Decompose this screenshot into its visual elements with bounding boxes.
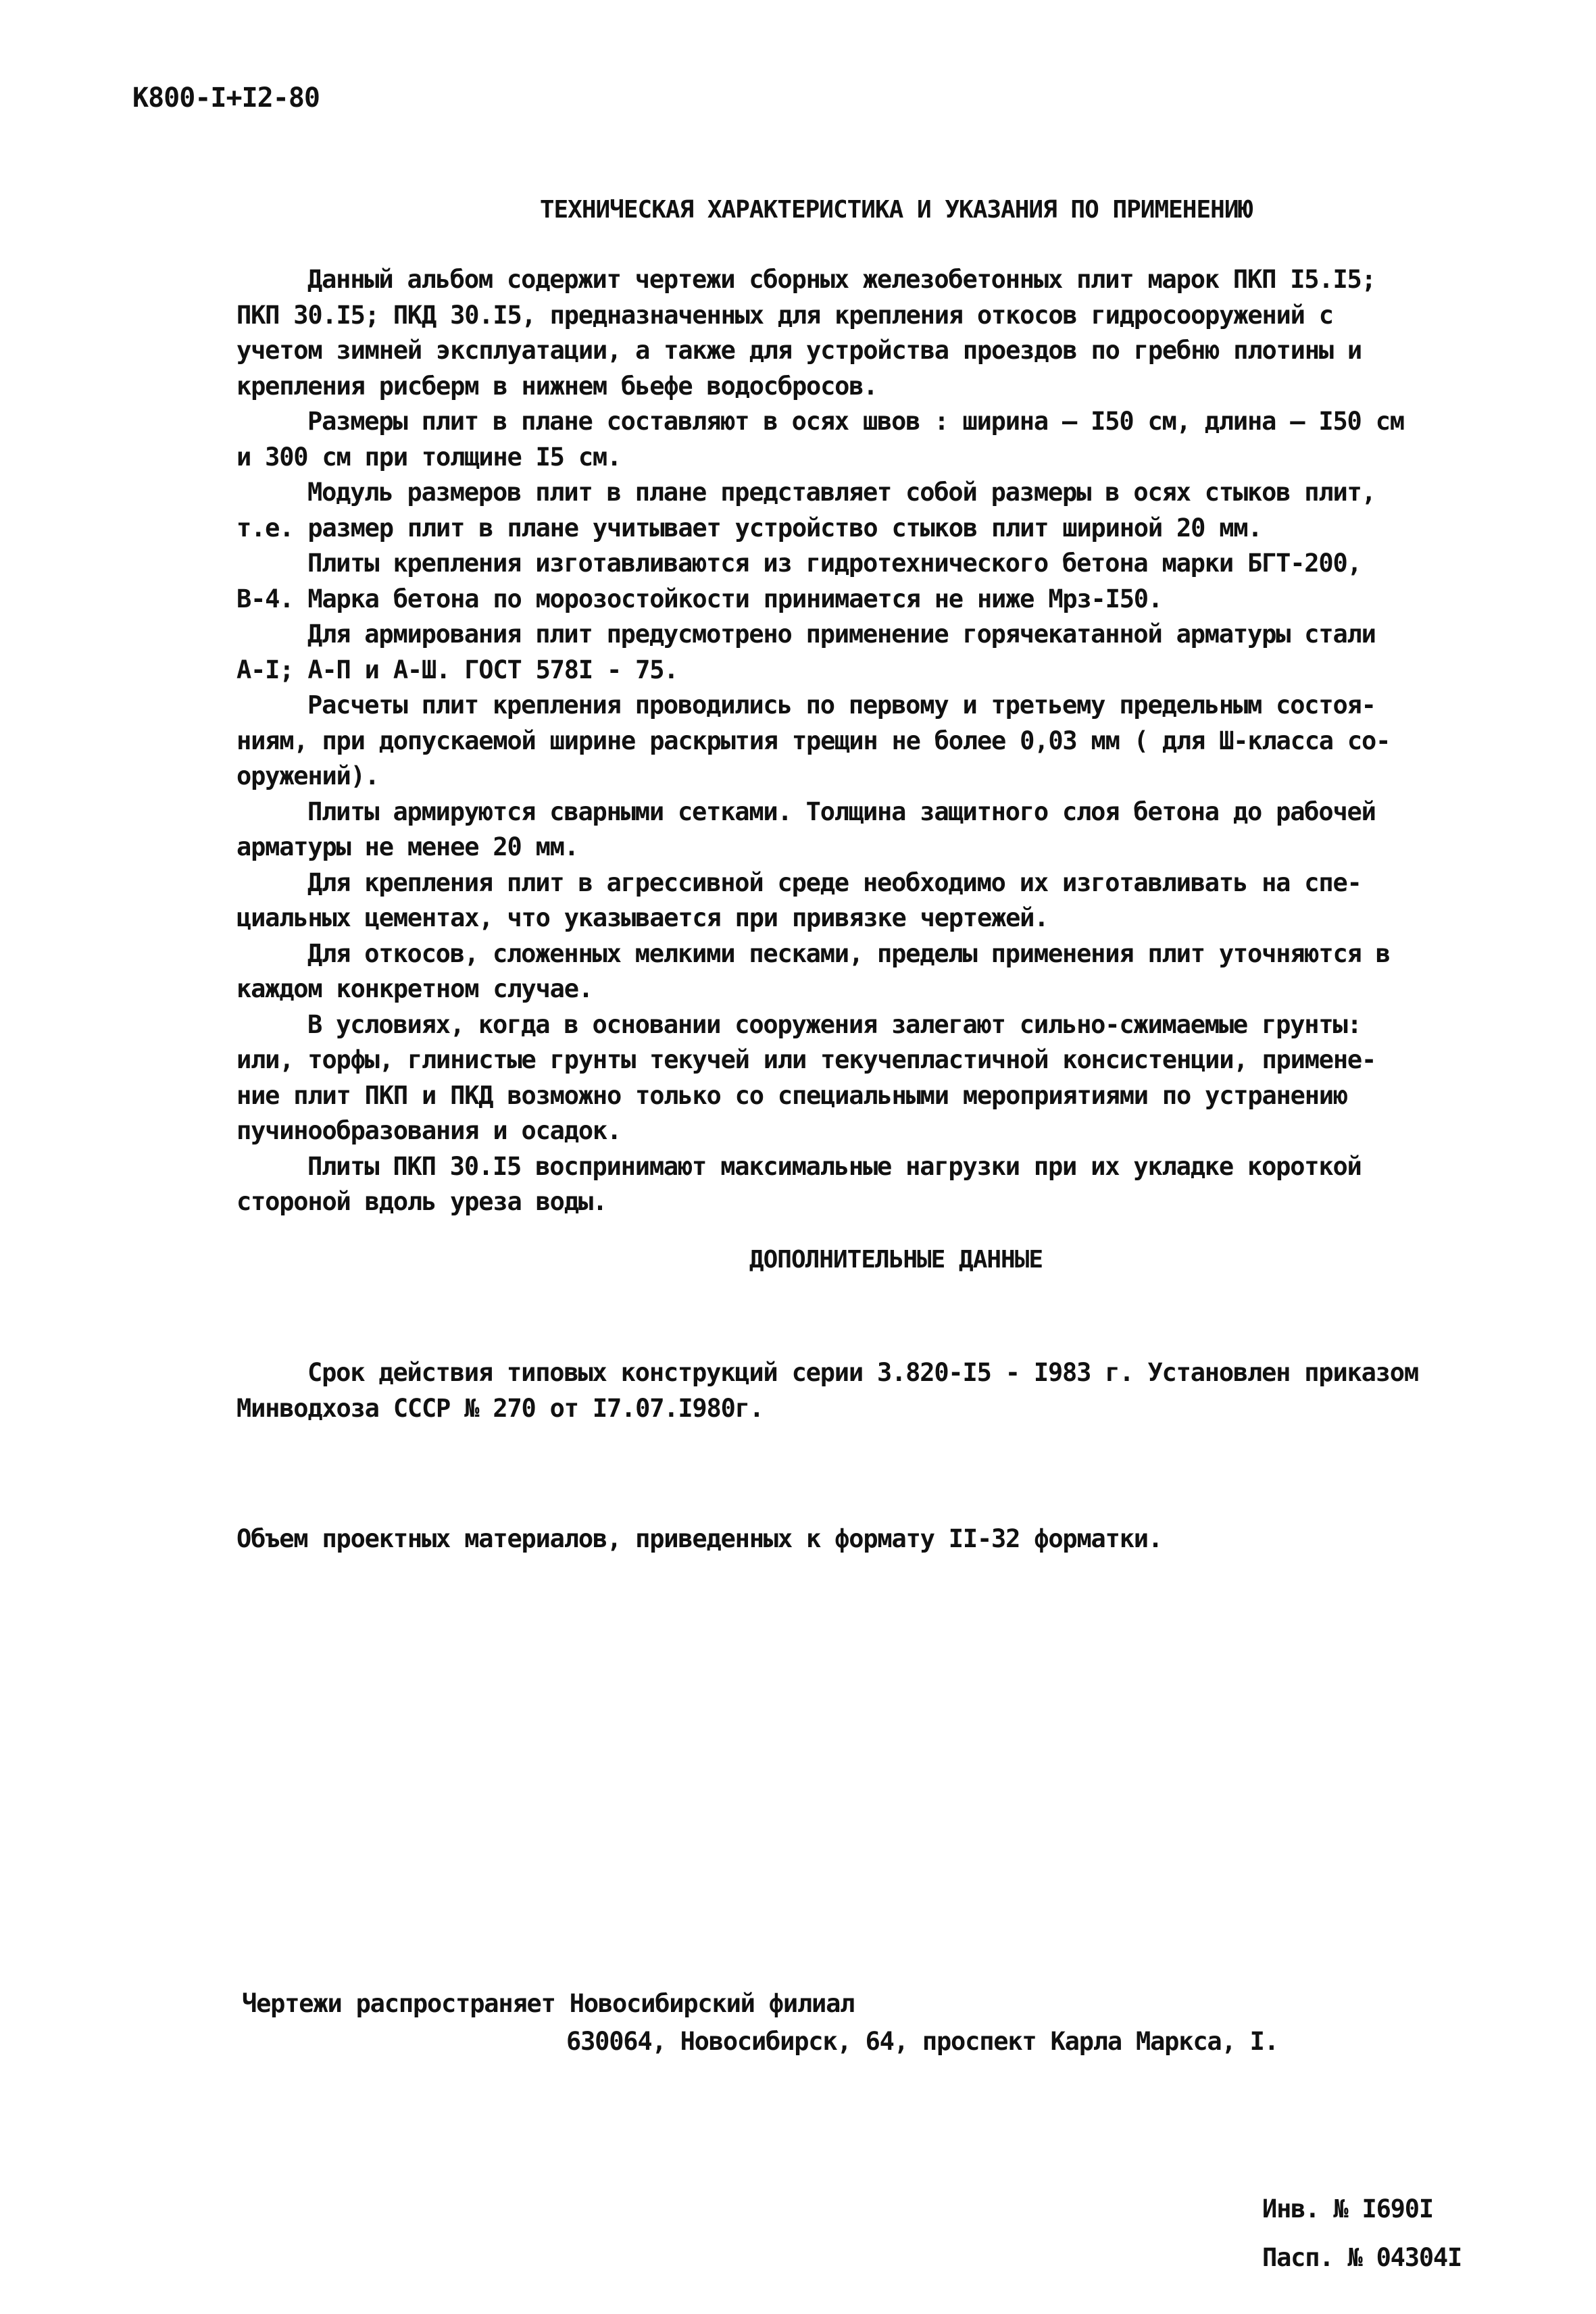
paragraph: В условиях, когда в основании сооружения залегают сильно-сжимаемые грунты: или, торфы, глинистые грунты текучей или текучепластичной консистенции, примене- ние плит ПКП и ПКД возможно только со специальными мероприятиями по устранению пучинообразования и осадок. (236, 1009, 1376, 1145)
paragraph: Размеры плит в плане составляют в осях швов : ширина – I50 см, длина – I50 см и 300 см при толщине I5 см. (236, 407, 1404, 472)
paragraph: Плиты армируются сварными сетками. Толщина защитного слоя бетона до рабочей арматуры не менее 20 мм. (236, 797, 1376, 861)
section-title-technical: ТЕХНИЧЕСКАЯ ХАРАКТЕРИСТИКА И УКАЗАНИЯ ПО ПРИМЕНЕНИЮ (539, 196, 1253, 224)
volume-statement: Объем проектных материалов, приведенных к формату II-32 форматки. (236, 1524, 1162, 1553)
inventory-block (1262, 2185, 1462, 2282)
passport-number: Пасп. № 04304I (1262, 2243, 1462, 2272)
paragraph: Для армирования плит предусмотрено применение горячекатанной арматуры стали А-I; А-П и А-Ш. ГОСТ 578I - 75. (236, 620, 1376, 684)
section-title-additional: ДОПОЛНИТЕЛЬНЫЕ ДАННЫЕ (749, 1246, 1043, 1274)
paragraph: Модуль размеров плит в плане представляет собой размеры в осях стыков плит, т.е. размер плит в плане учитывает устройство стыков плит шириной 20 мм. (236, 478, 1376, 543)
paragraph: Для откосов, сложенных мелкими песками, пределы применения плит уточняются в каждом конкретном случае. (236, 938, 1390, 1003)
paragraph: Расчеты плит крепления проводились по первому и третьему предельным состоя- ниям, при допускаемой ширине раскрытия трещин не более 0,03 мм ( для Ш-класса со- оружений). (236, 690, 1391, 790)
paragraph: Для крепления плит в агрессивной среде необходимо их изготавливать на спе- циальных цементах, что указывается при привязке чертежей. (236, 867, 1362, 932)
inventory-number: Инв. № I690I (1262, 2194, 1433, 2223)
main-text (236, 262, 1426, 1220)
paragraph: Плиты крепления изготавливаются из гидротехнического бетона марки БГТ-200, В-4. Марка бетона по морозостойкости принимается не ниже Мрз-I50. (236, 549, 1362, 613)
validity-statement: Срок действия типовых конструкций серии 3.820-I5 - I983 г. Установлен приказом Минводхоза СССР № 270 от I7.07.I980г. (236, 1358, 1418, 1423)
distributor-address: 630064, Новосибирск, 64, проспект Карла Маркса, I. (566, 2027, 1278, 2056)
paragraph: Плиты ПКП 30.I5 воспринимают максимальные нагрузки при их укладке короткой стороной вдоль уреза воды. (236, 1151, 1362, 1216)
paragraph: Данный альбом содержит чертежи сборных железобетонных плит марок ПКП I5.I5; ПКП 30.I5; ПКД 30.I5, предназначенных для крепления откосов гидросооружений с учетом зимней эксплуатации, а также для устройства проездов по гребню плотины и крепления рисберм в нижнем бьефе водосбросов. (236, 265, 1376, 401)
doc-code: К800-I+I2-80 (132, 82, 320, 114)
distributor-line: Чертежи распространяет Новосибирский филиал (242, 1989, 855, 2018)
